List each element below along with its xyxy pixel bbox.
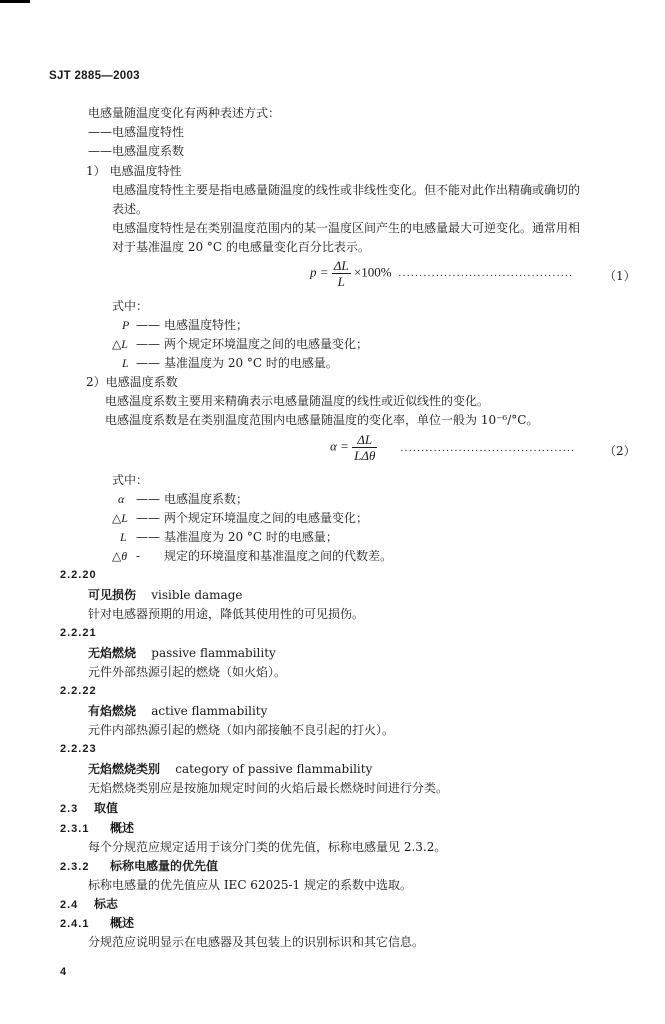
intro-dash-2: ——电感温度系数 [88, 144, 185, 158]
s2-para2: 电感温度系数是在类别温度范围内电感量随温度的变化率，单位一般为 10⁻⁶/°C。 [105, 413, 539, 427]
clause-2-2-20-term-en: visible damage [151, 588, 243, 602]
formula-1-lhs: p = [310, 264, 329, 280]
s2-def-4-symbol: △θ [112, 549, 128, 563]
formula-2-lhs: α = [330, 438, 349, 454]
clause-2-2-23-term-cn: 无焰燃烧类别 [88, 762, 161, 776]
s2-def-1 [118, 492, 248, 506]
section-2-3-1-heading [60, 821, 134, 836]
s1-para1-line2: 表述。 [112, 202, 149, 216]
section-2-4-number: 2.4 [60, 899, 79, 911]
s1-def-2-symbol: △L [112, 337, 128, 351]
s1-def-2 [112, 337, 368, 351]
s1-para2-line1: 电感温度特性是在类别温度范围内的某一温度区间产生的电感量最大可逆变化。通常用相 [112, 221, 581, 235]
s2-where: 式中： [112, 473, 149, 487]
section-2-3-2-text: 标称电感量的优先值应从 IEC 62025-1 规定的系数中选取。 [88, 878, 412, 892]
section-2-3-2-number: 2.3.2 [60, 861, 90, 873]
clause-2-2-23-term [88, 762, 372, 776]
s2-def-4-dash: - [136, 549, 141, 563]
s2-title: 2）电感温度系数 [86, 375, 178, 389]
section-2-3-heading [60, 801, 118, 816]
s1-def-3-text: 基准温度为 20 °C 时的电感量。 [164, 356, 338, 370]
s1-para2-line2: 对于基准温度 20 °C 的电感量变化百分比表示。 [112, 240, 370, 254]
s1-where: 式中： [112, 299, 149, 313]
s2-def-3 [120, 530, 338, 544]
section-2-3-number: 2.3 [60, 803, 79, 815]
section-2-3-2-heading [60, 859, 218, 874]
section-2-4-1-text: 分规范应说明显示在电感器及其包装上的识别标识和其它信息。 [88, 935, 425, 949]
formula-1-leader-dots: ·········································· [398, 270, 573, 282]
s2-def-3-text: 基准温度为 20 °C 时的电感量； [164, 530, 338, 544]
clause-2-2-21-definition: 元件外部热源引起的燃烧（如火焰）。 [88, 665, 287, 679]
formula-2-leader-dots: ·········································· [400, 445, 575, 457]
clause-2-2-21-term-en: passive flammability [151, 646, 276, 660]
clause-2-2-20-definition: 针对电感器预期的用途，降低其使用性的可见损伤。 [88, 607, 365, 621]
clause-2-2-23-number: 2.2.23 [60, 743, 97, 755]
s2-def-3-dash: —— [136, 530, 160, 544]
formula-1 [310, 258, 392, 289]
s2-def-2-dash: —— [136, 511, 160, 525]
section-2-3-title: 取值 [94, 801, 119, 815]
formula-2-number: （2） [604, 444, 636, 458]
s2-para1: 电感温度系数主要用来精确表示电感量随温度的线性或近似线性的变化。 [105, 394, 490, 408]
page-number: 4 [60, 966, 68, 978]
intro-lead: 电感量随温度变化有两种表述方式： [88, 106, 281, 120]
formula-1-number: （1） [604, 269, 636, 283]
header-standard-number: SJT 2885—2003 [49, 70, 140, 82]
formula-1-fraction [332, 258, 351, 289]
s1-def-2-dash: —— [136, 337, 160, 351]
clause-2-2-22-number: 2.2.22 [60, 685, 97, 697]
s1-title: 1） 电感温度特性 [86, 164, 182, 178]
s2-def-1-symbol: α [118, 492, 125, 506]
clause-2-2-21-term-cn: 无焰燃烧 [88, 646, 137, 660]
clause-2-2-22-definition: 元件内部热源引起的燃烧（如内部接触不良引起的打火）。 [88, 723, 395, 737]
s1-para1-line1: 电感温度特性主要是指电感量随温度的线性或非线性变化。但不能对此作出精确或确切的 [112, 183, 581, 197]
section-2-4-heading [60, 897, 118, 912]
clause-2-2-23-definition: 无焰燃烧类别应是按施加规定时间的火焰后最长燃烧时间进行分类。 [88, 781, 449, 795]
s2-def-2-text: 两个规定环境温度之间的电感量变化； [164, 511, 369, 525]
clause-2-2-21-number: 2.2.21 [60, 627, 97, 639]
section-2-4-1-title: 概述 [110, 916, 135, 930]
s1-def-3 [122, 356, 338, 370]
clause-2-2-20-term [88, 588, 242, 602]
s1-def-3-dash: —— [136, 356, 160, 370]
section-2-4-title: 标志 [94, 897, 119, 911]
clause-2-2-21-term [88, 646, 276, 660]
formula-2-denominator: LΔθ [354, 448, 376, 463]
s2-def-2-symbol: △L [112, 511, 128, 525]
section-2-3-1-text: 每个分规范应规定适用于该分门类的优先值，标称电感量见 2.3.2。 [88, 840, 447, 854]
clause-2-2-22-term [88, 704, 267, 718]
s1-def-1-dash: —— [136, 318, 160, 332]
s2-def-3-symbol: L [120, 530, 127, 544]
s2-def-4-text: 规定的环境温度和基准温度之间的代数差。 [164, 549, 393, 563]
section-2-3-1-title: 概述 [110, 821, 135, 835]
s1-def-1-symbol: P [122, 318, 130, 332]
clause-2-2-22-term-cn: 有焰燃烧 [88, 704, 137, 718]
clause-2-2-22-term-en: active flammability [151, 704, 268, 718]
s2-def-1-dash: —— [136, 492, 160, 506]
s2-def-2 [112, 511, 368, 525]
clause-2-2-20-number: 2.2.20 [60, 569, 97, 581]
clause-2-2-20-term-cn: 可见损伤 [88, 588, 137, 602]
scan-corner-mark [0, 0, 30, 3]
formula-2 [330, 432, 377, 463]
s1-def-2-text: 两个规定环境温度之间的电感量变化； [164, 337, 369, 351]
clause-2-2-23-term-en: category of passive flammability [175, 762, 373, 776]
intro-dash-1: ——电感温度特性 [88, 125, 185, 139]
formula-1-rhs: ×100% [353, 264, 392, 280]
section-2-4-1-number: 2.4.1 [60, 918, 90, 930]
section-2-3-2-title: 标称电感量的优先值 [110, 859, 219, 873]
section-2-4-1-heading [60, 916, 134, 931]
section-2-3-1-number: 2.3.1 [60, 823, 90, 835]
s1-def-1-text: 电感温度特性； [164, 318, 249, 332]
s2-def-1-text: 电感温度系数； [164, 492, 249, 506]
formula-2-fraction [352, 432, 377, 463]
s1-def-3-symbol: L [122, 356, 129, 370]
s2-def-4 [112, 549, 392, 563]
formula-2-numerator: ΔL [352, 432, 377, 448]
s1-def-1 [122, 318, 248, 332]
formula-1-denominator: L [337, 274, 345, 289]
formula-1-numerator: ΔL [333, 258, 349, 273]
